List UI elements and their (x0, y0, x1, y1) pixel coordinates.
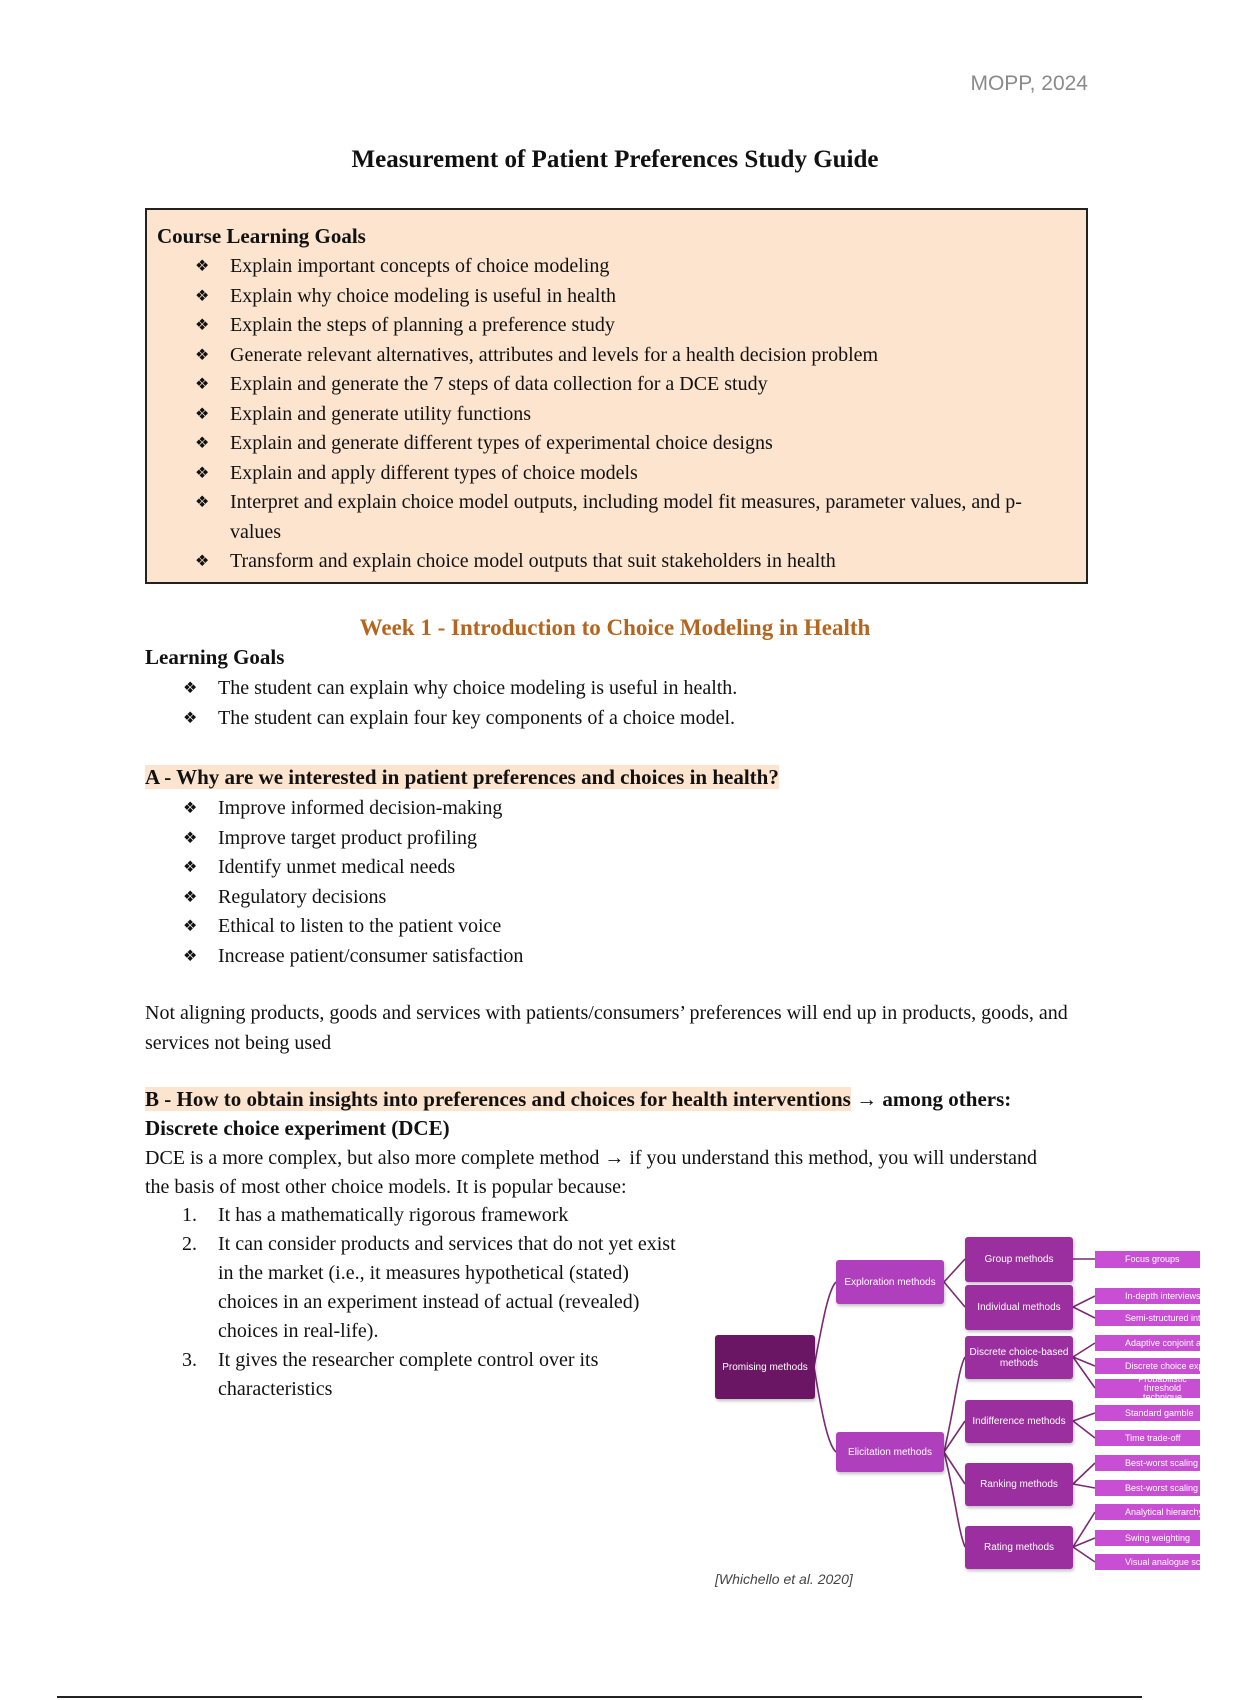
week-title: Week 1 - Introduction to Choice Modeling in Health (359, 615, 871, 640)
bullet-icon: ❖ (195, 435, 210, 452)
diagram-leaf: Swing weighting (1095, 1530, 1200, 1546)
bullet-icon: ❖ (195, 376, 210, 393)
course-goals-box (145, 208, 1088, 584)
list-item: ❖ Identify unmet medical needs (145, 853, 1045, 883)
document-title: Measurement of Patient Preferences Study Guide (351, 146, 879, 173)
diagram-node-discrete-choice: Discrete choice-based methods (965, 1336, 1073, 1379)
bullet-icon: ❖ (183, 800, 198, 817)
bullet-icon: ❖ (195, 553, 210, 570)
diagram-leaf: In-depth interviews (1095, 1288, 1200, 1304)
section-b-heading: B - How to obtain insights into preferences and choices for health interventions → among others: (145, 1087, 1012, 1111)
diagram-leaf: Focus groups (1095, 1251, 1200, 1268)
bullet-icon: ❖ (195, 405, 210, 423)
connector-line (1073, 1421, 1095, 1438)
list-item: ❖ Increase patient/consumer satisfaction (145, 942, 1045, 972)
course-goals-title: Course Learning Goals (157, 224, 366, 248)
list-item: ❖ Explain and apply different types of choice models (157, 459, 1086, 489)
header-tag: MOPP, 2024 (970, 72, 1088, 95)
methods-tree-diagram (710, 1225, 1237, 1605)
section-a-heading: A - Why are we interested in patient preferences and choices in health? (145, 765, 779, 789)
connector-line (1073, 1343, 1095, 1357)
list-item: ❖ Explain important concepts of choice modeling (157, 252, 1086, 282)
diagram-leaf: Best-worst scaling (1095, 1455, 1200, 1471)
bullet-icon: ❖ (195, 494, 210, 511)
bullet-icon: ❖ (195, 258, 210, 275)
list-item: ❖ Interpret and explain choice model outputs, including model fit measures, parameter values, and p-values (157, 488, 1086, 547)
connector-line (1073, 1484, 1095, 1488)
dce-subheading: Discrete choice experiment (DCE) (145, 1116, 450, 1140)
connector-line (1073, 1413, 1095, 1421)
connector-line (1073, 1296, 1095, 1307)
section-a-paragraph: Not aligning products, goods and services with patients/consumers’ preferences will end up in products, goods, and services not being used (145, 1002, 1068, 1054)
list-item: ❖ Explain the steps of planning a preference study (157, 311, 1086, 341)
bullet-icon: ❖ (183, 918, 198, 935)
bullet-icon: ❖ (183, 859, 198, 876)
bullet-icon: ❖ (183, 947, 198, 965)
connector-line (814, 1367, 836, 1452)
course-goals-list (157, 252, 1086, 577)
connector-line (944, 1259, 965, 1282)
diagram-node-exploration: Exploration methods (836, 1260, 944, 1304)
diagram-leaf: Analytical hierarchy process (1095, 1504, 1200, 1520)
diagram-node-group: Group methods (965, 1237, 1073, 1282)
list-item: 2. It can consider products and services that do not yet exist in the market (i.e., it measures hypothetical (stated) choices in an experiment instead of actual (revealed) choices in real-life). (182, 1233, 676, 1342)
diagram-node-ranking: Ranking methods (965, 1463, 1073, 1506)
list-item: ❖ Improve informed decision-making (145, 794, 1045, 824)
section-a-list (145, 794, 1045, 971)
connector-line (814, 1282, 836, 1367)
bullet-icon: ❖ (195, 287, 210, 305)
diagram-node-indifference: Indifference methods (965, 1400, 1073, 1443)
diagram-leaf: Time trade-off (1095, 1430, 1200, 1446)
diagram-leaf: Best-worst scaling (1095, 1480, 1200, 1496)
connector-line (1073, 1463, 1095, 1484)
diagram-leaf: Discrete choice experiment (1095, 1358, 1200, 1374)
diagram-node-individual: Individual methods (965, 1285, 1073, 1330)
list-item: 1. It has a mathematically rigorous framework (182, 1204, 569, 1226)
diagram-leaf: Visual analogue scale (1095, 1554, 1200, 1570)
diagram-node-elicitation: Elicitation methods (836, 1432, 944, 1472)
list-item: ❖ Transform and explain choice model outputs that suit stakeholders in health (157, 547, 1086, 577)
bullet-icon: ❖ (183, 709, 198, 727)
bullet-icon: ❖ (183, 829, 198, 847)
dce-reasons-list (145, 1201, 685, 1404)
list-item: ❖ The student can explain why choice modeling is useful in health. (145, 674, 1045, 704)
diagram-leaf: Probabilistic threshold technique (1095, 1379, 1200, 1398)
list-item: ❖ Generate relevant alternatives, attributes and levels for a health decision problem (157, 341, 1086, 371)
diagram-caption: [Whichello et al. 2020] (715, 1571, 853, 1587)
bullet-icon: ❖ (195, 317, 210, 334)
bullet-icon: ❖ (183, 680, 198, 697)
diagram-leaf: Adaptive conjoint analysis (1095, 1335, 1200, 1351)
bullet-icon: ❖ (183, 888, 198, 906)
connector-line (1073, 1307, 1095, 1318)
list-item: ❖ Explain why choice modeling is useful in health (157, 282, 1086, 312)
list-item: ❖ Explain and generate utility functions (157, 400, 1086, 430)
learning-goals-title: Learning Goals (145, 645, 285, 669)
diagram-leaf: Semi-structured interviews (1095, 1310, 1200, 1326)
connector-line (944, 1282, 965, 1307)
section-b-paragraph: DCE is a more complex, but also more complete method → if you understand this method, you will understand the basis of most other choice models. It is popular because: (145, 1147, 1038, 1198)
learning-goals-list (145, 674, 1045, 733)
diagram-node-root: Promising methods (715, 1335, 815, 1399)
list-item: ❖ Ethical to listen to the patient voice (145, 912, 1045, 942)
list-item: ❖ Explain and generate the 7 steps of data collection for a DCE study (157, 370, 1086, 400)
list-item: ❖ Explain and generate different types of experimental choice designs (157, 429, 1086, 459)
bullet-icon: ❖ (195, 464, 210, 482)
list-item: ❖ Regulatory decisions (145, 883, 1045, 913)
diagram-leaf: Standard gamble (1095, 1405, 1200, 1421)
diagram-node-rating: Rating methods (965, 1526, 1073, 1569)
connector-line (1073, 1547, 1095, 1562)
footer-divider (57, 1696, 1142, 1698)
list-item: 3. It gives the researcher complete control over its characteristics (182, 1349, 599, 1400)
list-item: ❖ Improve target product profiling (145, 824, 1045, 854)
connector-line (944, 1452, 965, 1547)
bullet-icon: ❖ (195, 346, 210, 364)
list-item: ❖ The student can explain four key components of a choice model. (145, 704, 1045, 734)
